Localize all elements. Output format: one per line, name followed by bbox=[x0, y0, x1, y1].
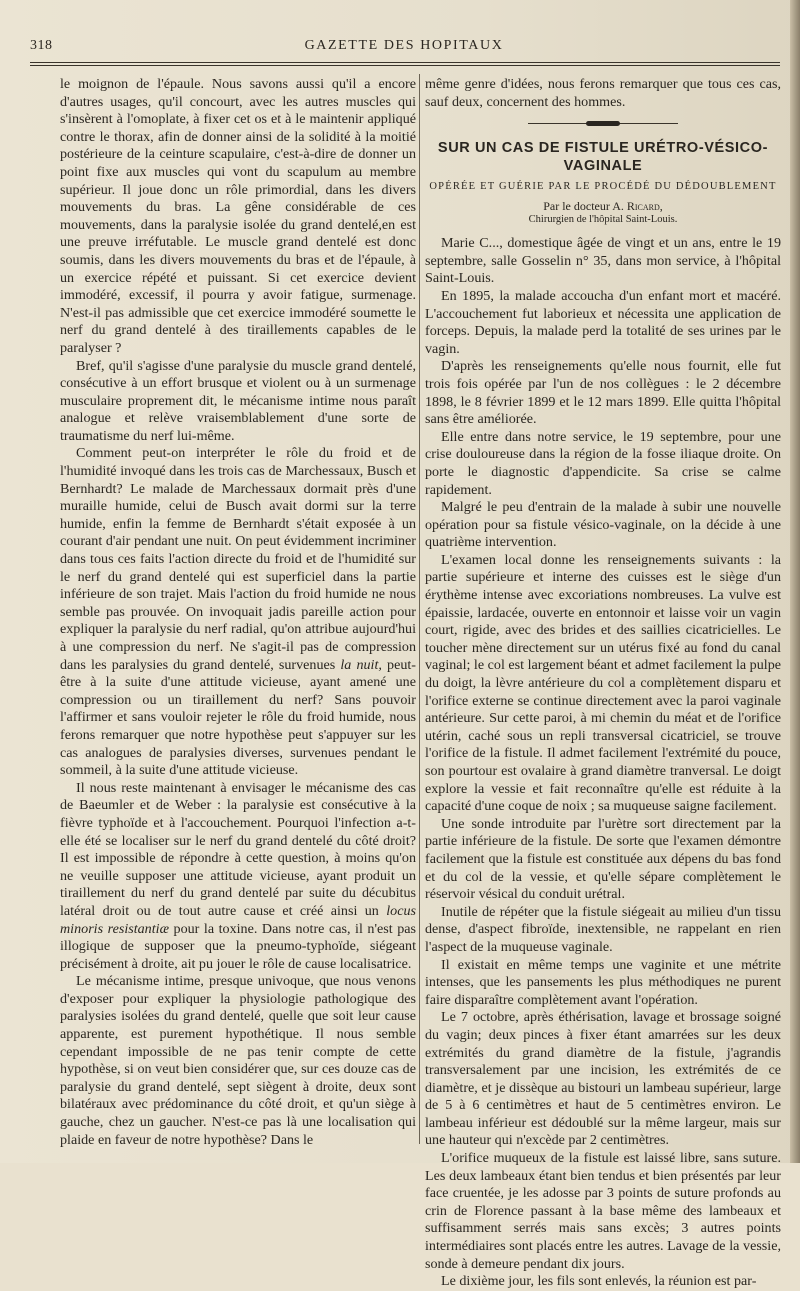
paragraph-text: pour la toxine. Dans notre cas, il n'est pas illogique de supposer que la pneumo-typhoïde, siégeant précisément à droite, ait pu jouer le rôle de cause localisatrice. bbox=[60, 920, 416, 972]
paragraph: même genre d'idées, nous ferons remarquer que tous ces cas, sauf deux, concernent des hommes. bbox=[425, 76, 781, 110]
article-separator bbox=[528, 121, 678, 127]
paragraph: Elle entre dans notre service, le 19 septembre, pour une crise douloureuse dans la région de la fosse iliaque droite. On porte le diagnostic d'appendicite. Sa crise se calme rapidement. bbox=[425, 428, 781, 498]
paragraph: Le dixième jour, les fils sont enlevés, la réunion est par- bbox=[441, 1273, 757, 1290]
paragraph: Bref, qu'il s'agisse d'une paralysie du muscle grand dentelé, consécutive à un effort brusque et violent ou à un surmenage musculaire proprement dit, le mécanisme intime nous paraît analogue et relève vraisemblablement d'une sorte de traumatisme du nerf lui-même. bbox=[60, 357, 416, 444]
paragraph: L'examen local donne les renseignements suivants : la partie supérieure et interne des cuisses est le siège d'un érythème intense avec excoriations nombreuses. La vulve est épaissie, lardacée, ouverte en entonnoir et laisse voir un vagin court, rigide, avec des brides et des saillies cicatricielles. Le toucher mène directement sur un utérus fixé au fond du canal vaginal; le col est largement béant et admet facilement la pulpe du doigt, la lèvre antérieure du col a complètement disparu et l'orifice externe se continue directement avec la paroi vaginale antérieure. Sur cette paroi, à mi chemin du méat et de l'orifice utérin, caché sous un repli transversal cicatriciel, se trouve l'orifice de la fistule. Il admet facilement l'extrémité du pouce, son pourtour est ovalaire à grand diamètre tranversal. Le doigt explore la vessie et fait reconnaître qu'elle est réduite à la capacité d'une coque de noix ; sa muqueuse saigne facilement. bbox=[425, 551, 781, 815]
paragraph-text: peut-être à la suite d'une attitude vicieuse, ayant amené une compression ou un tiraillement du nerf? Sans pouvoir l'affirmer et sans vouloir rejeter le rôle du froid humide, nous ferons remarquer que notre hypothèse peut s'appuyer sur les cas analogues de paralysies diverses, survenues pendant le sommeil, à la suite d'une attitude vicieuse. bbox=[60, 656, 417, 779]
paragraph: En 1895, la malade accoucha d'un enfant mort et macéré. L'accouchement fut laborieux et nécessita une application de forceps. Depuis, la malade perd la totalité de ses urines par le vagin. bbox=[425, 287, 781, 357]
running-title: GAZETTE DES HOPITAUX bbox=[304, 38, 504, 53]
paragraph: Inutile de répéter que la fistule siégeait au milieu d'un tissu dense, d'aspect fibroïde, inextensible, ne rappelant en rien l'aspect de la muqueuse vaginale. bbox=[425, 903, 781, 955]
right-column bbox=[425, 76, 781, 1291]
article-subtitle: OPÉRÉE ET GUÉRIE PAR LE PROCÉDÉ DU DÉDOUBLEMENT bbox=[429, 181, 777, 193]
book-spine-shadow bbox=[790, 0, 800, 1163]
page-header bbox=[30, 38, 778, 60]
paragraph: Le 7 octobre, après éthérisation, lavage et brossage soigné du vagin; deux pinces à fixer étant amarrées sur les deux extrémités du grand diamètre de la fistule, j'agrandis transversalement par une incision, les extrémités de ce diamètre, et je dissèque au bistouri un lambeau supérieur, large de 5 à 6 centimètres et haut de 5 centimètres environ. Le lambeau inférieur est dédoublé sur la même largeur, mais sur une hauteur qui n'excède par 2 centimètres. bbox=[425, 1009, 781, 1149]
header-rule-double bbox=[30, 65, 780, 66]
column-divider bbox=[419, 74, 420, 1144]
paragraph: Une sonde introduite par l'urètre sort directement par la partie inférieure de la fistule. De sorte que l'examen démontre facilement que la fistule est constituée aux dépens du bas fond et du col de la vessie, et qu'elle sépare complètement le réservoir vésical du conduit urétral. bbox=[425, 815, 781, 903]
separator-ornament bbox=[586, 121, 620, 126]
paragraph: D'après les renseignements qu'elle nous fournit, elle fut trois fois opérée par l'un de nos collègues : le 2 décembre 1898, le 8 février 1899 et le 12 mars 1899. Elle quitta l'hôpital sans être améliorée. bbox=[425, 358, 781, 428]
italic-phrase: locus minoris resistantiæ bbox=[60, 902, 416, 937]
paragraph: le moignon de l'épaule. Nous savons aussi qu'il a encore d'autres usages, qu'il concourt, avec les autres muscles qui s'insèrent à l'omoplate, à fixer cet os et à le maintenir appliqué contre le thorax, afin de donner ainsi de la solidité à la moitié postérieure de la ceinture scapulaire, c'est-à-dire de donner un point fixe aux muscles qui vont du scapulum au membre supérieur. Il joue donc un rôle primordial, dans les divers mouvements du bras. La gêne considérable de ces mouvements, dans la paralysie isolée du grand dentelé,en est une preuve irréfutable. Le muscle grand dentelé est donc soumis, dans les divers mouvements du bras et de l'épaule, à un exercice répété et puissant. Si cet exercice devient immodéré, excessif, il pourra y avoir fatigue, surmenage. N'est-il pas admissible que cet exercice immodéré soumette le nerf du grand dentelé à des tiraillements capables de le paralyser ? bbox=[60, 76, 416, 356]
paragraph: Il existait en même temps une vaginite et une métrite intenses, que les pansements les plus méthodiques ne purent faire disparaître complètement avant l'opération. bbox=[425, 956, 781, 1008]
page-number: 318 bbox=[30, 38, 53, 53]
paragraph: Malgré le peu d'entrain de la malade à subir une nouvelle opération pour sa fistule vésico-vaginale, on la décide à une quatrième intervention. bbox=[425, 499, 781, 551]
paragraph: L'orifice muqueux de la fistule est laissé libre, sans suture. Les deux lambeaux étant bien tendus et bien présentés par leur face cruentée, je les adosse par 3 points de suture profonds au crin de Florence passant à la base même des lambeaux et suffisamment serrés mais sans excès; 3 autres points intermédiaires sont placés entre les autres. Lavage de la vessie, sonde à demeure pendant dix jours. bbox=[425, 1150, 781, 1272]
header-rule bbox=[30, 62, 780, 63]
paragraph-text: Il nous reste maintenant à envisager le mécanisme des cas de Baeumler et de Weber : la paralysie est consécutive à la fièvre typhoïde et à l'accouchement. Pourquoi l'infection a-t-elle été se localiser sur le nerf du grand dentelé du côté droit? Il est impossible de répondre à cette question, à moins qu'on ne veuille supposer une attitude vicieuse, ayant produit un tiraillement du nerf du grand dentelé par suite du décubitus latéral droit ou de tout autre cause et créé ainsi un bbox=[60, 779, 416, 919]
article-title: SUR UN CAS DE FISTULE URÉTRO-VÉSICO-VAGINALE bbox=[437, 140, 769, 175]
italic-phrase: la nuit, bbox=[340, 656, 382, 673]
author-prefix: Par le docteur A. bbox=[543, 199, 624, 214]
paragraph: Le mécanisme intime, presque univoque, que nous venons d'exposer pour expliquer la physiologie pathologique des paralysies isolées du grand dentelé, quelle que soit leur cause apparente, est purement hypothétique. Il nous semble cependant impossible de ne pas tenir compte de cette hypothèse, si on veut bien considérer que, sur ces douze cas de paralysie du grand dentelé, sept siègent à droite, deux sont bilatéraux avec prédominance du côté droit, et qu'un siège à gauche, chez un gaucher. N'est-ce pas là une localisation qui plaide en faveur de notre hypothèse? Dans le bbox=[60, 973, 416, 1148]
author-affiliation: Chirurgien de l'hôpital Saint-Louis. bbox=[528, 214, 678, 226]
author-name: Ricard, bbox=[626, 199, 663, 214]
left-column bbox=[60, 76, 416, 1149]
paragraph-text: Comment peut-on interpréter le rôle du froid et de l'humidité invoqué dans les trois cas de Marchessaux, Busch et Bernhardt? Le malade de Marchessaux dormait près d'une muraille humide, celui de Busch avait dormi sur la terre humide, enfin la femme de Bernhardt s'était exposée à un courant d'air pendant une nuit. On peut évidemment incriminer dans tous ces faits l'action directe du froid et de l'humidité sur le nerf du grand dentelé qui est superficiel dans la partie inférieure de son trajet. Mais l'action du froid humide ne nous semble pas prouvée. On invoquait jadis pareille action pour expliquer la paralysie du nerf radial, qu'on attribue aujourd'hui à une compression du nerf. Ne s'agit-il pas de compression dans les paralysies du grand dentelé, survenues bbox=[60, 445, 416, 673]
article-author bbox=[425, 199, 781, 213]
paragraph: Marie C..., domestique âgée de vingt et un ans, entre le 19 septembre, salle Gosselin n° 35, dans mon service, à l'hôpital Saint-Louis. bbox=[425, 235, 781, 287]
paragraph bbox=[60, 445, 416, 779]
paragraph bbox=[60, 780, 416, 974]
